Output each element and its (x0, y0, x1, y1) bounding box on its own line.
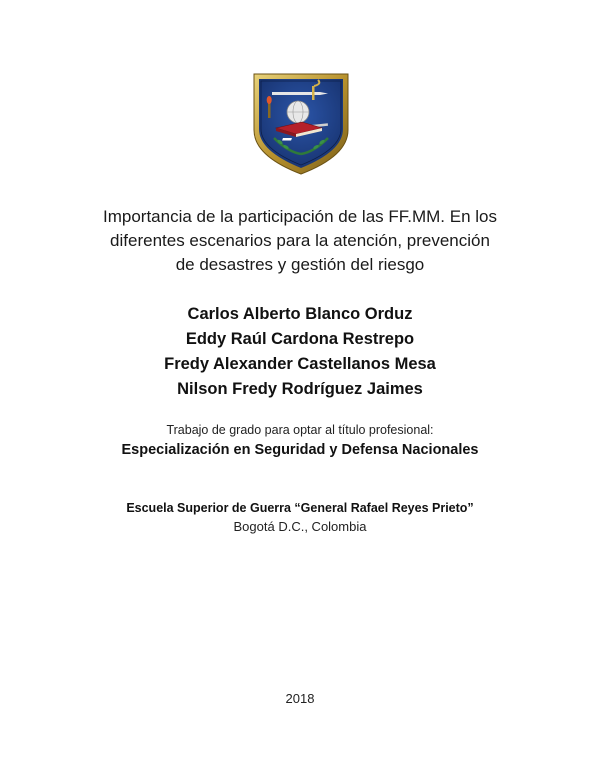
school-name: Escuela Superior de Guerra “General Rafael Reyes Prieto” (126, 501, 474, 515)
degree-name: Especialización en Seguridad y Defensa Nacionales (121, 442, 479, 458)
thesis-title-line: Importancia de la participación de las FF.MM. En los (102, 207, 497, 226)
author-name: Nilson Fredy Rodríguez Jaimes (177, 380, 423, 398)
author-list (60, 302, 540, 402)
publication-year: 2018 (285, 691, 315, 706)
city-location: Bogotá D.C., Colombia (233, 519, 367, 534)
thesis-title (60, 205, 540, 277)
thesis-title-line: diferentes escenarios para la atención, prevención (110, 231, 490, 250)
author-name: Carlos Alberto Blanco Orduz (187, 305, 413, 323)
institution-shield-icon (252, 72, 350, 176)
degree-intro-text: Trabajo de grado para optar al título profesional: (166, 423, 434, 437)
author-name: Eddy Raúl Cardona Restrepo (185, 330, 415, 348)
thesis-title-line: de desastres y gestión del riesgo (175, 255, 425, 274)
author-name: Fredy Alexander Castellanos Mesa (164, 355, 436, 373)
